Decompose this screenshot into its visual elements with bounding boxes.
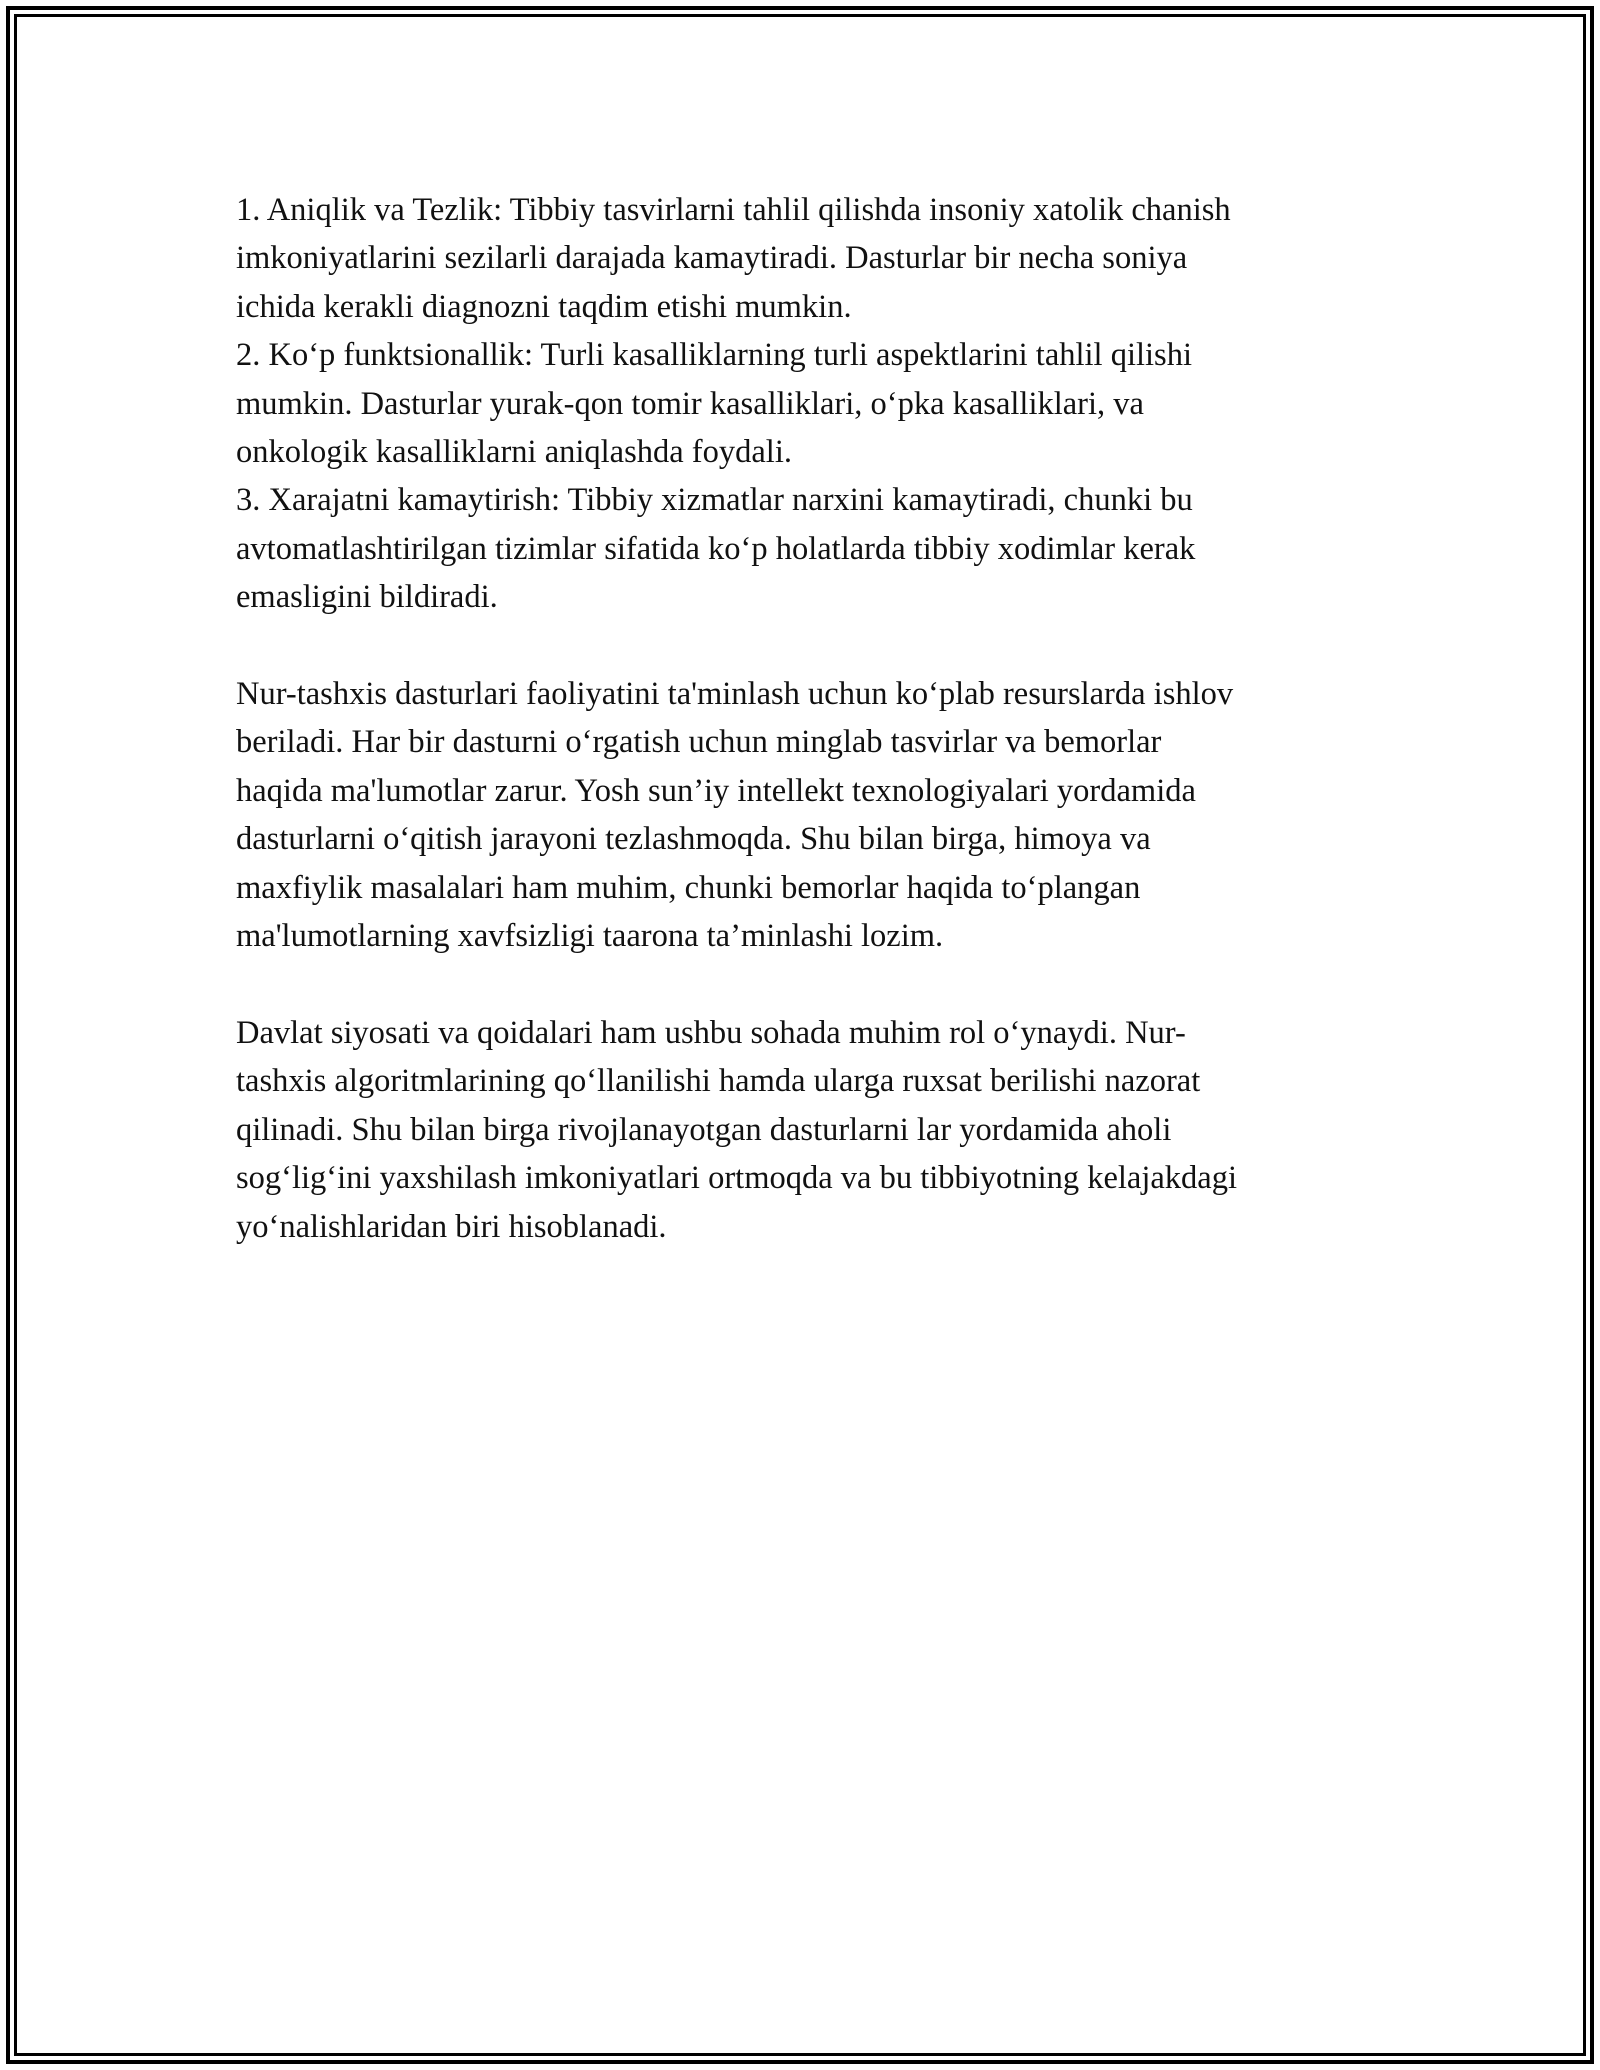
- document-body: [236, 186, 1366, 1299]
- text-line: haqida ma'lumotlar zarur. Yosh sun’iy intellekt texnologiyalari yordamida: [236, 772, 1196, 809]
- text-line: ichida kerakli diagnozni taqdim etishi mumkin.: [236, 288, 852, 325]
- text-line: imkoniyatlarini sezilarli darajada kamaytiradi. Dasturlar bir necha soniya: [236, 240, 1188, 277]
- text-line: onkologik kasalliklarni aniqlashda foydali.: [236, 434, 792, 471]
- text-line: ma'lumotlarning xavfsizligi taarona ta’minlashi lozim.: [236, 918, 944, 955]
- text-line: dasturlarni o‘qitish jarayoni tezlashmoqda. Shu bilan birga, himoya va: [236, 821, 1151, 858]
- text-line: mumkin. Dasturlar yurak-qon tomir kasalliklari, o‘pka kasalliklari, va: [236, 385, 1144, 422]
- paragraph-policy: [236, 1009, 1366, 1251]
- text-line: qilinadi. Shu bilan birga rivojlanayotgan dasturlarni lar yordamida aholi: [236, 1111, 1172, 1148]
- text-line: Nur-tashxis dasturlari faoliyatini ta'minlash uchun ko‘plab resurslarda ishlov: [236, 676, 1234, 713]
- text-line: 2. Ko‘p funktsionallik: Turli kasalliklarning turli aspektlarini tahlil qilishi: [236, 337, 1192, 374]
- text-line: tashxis algoritmlarining qo‘llanilishi hamda ularga ruxsat berilishi nazorat: [236, 1063, 1201, 1100]
- text-line: Davlat siyosati va qoidalari ham ushbu sohada muhim rol o‘ynaydi. Nur-: [236, 1014, 1186, 1051]
- text-line: yo‘nalishlaridan biri hisoblanadi.: [236, 1208, 667, 1245]
- text-line: maxfiylik masalalari ham muhim, chunki bemorlar haqida to‘plangan: [236, 869, 1141, 906]
- paragraph-advantages-list: [236, 186, 1366, 622]
- text-line: emasligini bildiradi.: [236, 579, 498, 616]
- text-line: 3. Xarajatni kamaytirish: Tibbiy xizmatlar narxini kamaytiradi, chunki bu: [236, 482, 1193, 519]
- text-line: beriladi. Har bir dasturni o‘rgatish uchun minglab tasvirlar va bemorlar: [236, 724, 1162, 761]
- paragraph-resources: [236, 670, 1366, 960]
- text-line: sog‘lig‘ini yaxshilash imkoniyatlari ortmoqda va bu tibbiyotning kelajakdagi: [236, 1160, 1238, 1197]
- text-line: 1. Aniqlik va Tezlik: Tibbiy tasvirlarni tahlil qilishda insoniy xatolik chanish: [236, 192, 1231, 228]
- text-line: avtomatlashtirilgan tizimlar sifatida ko‘p holatlarda tibbiy xodimlar kerak: [236, 530, 1196, 567]
